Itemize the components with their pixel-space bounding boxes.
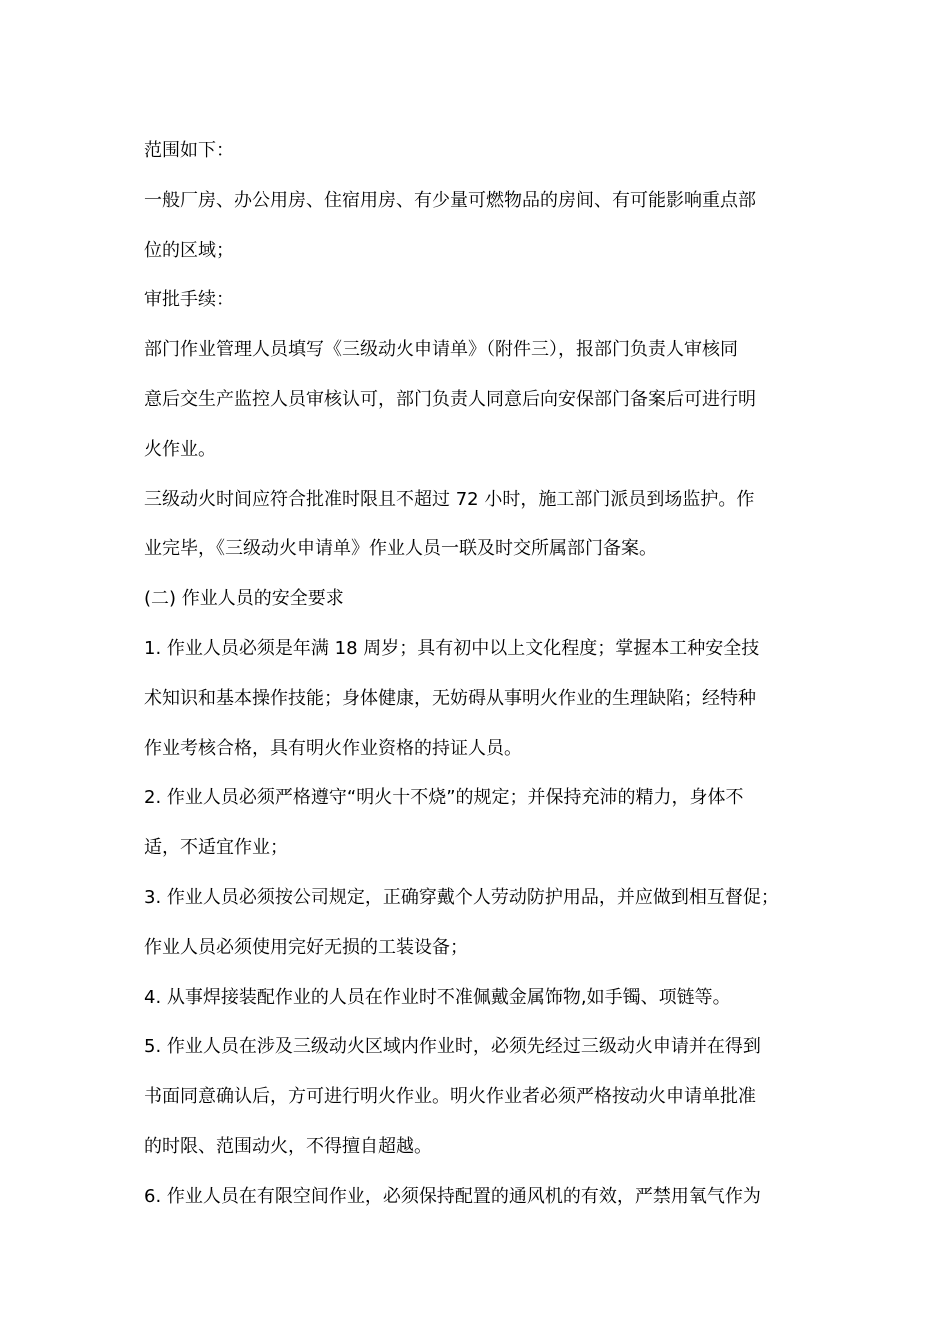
text-line: 6. 作业人员在有限空间作业，必须保持配置的通风机的有效，严禁用氧气作为 <box>144 1185 761 1207</box>
text-line: 审批手续： <box>144 289 234 311</box>
text-line: 的时限、范围动火，不得擅自超越。 <box>144 1135 432 1157</box>
text-line: 三级动火时间应符合批准时限且不超过 72 小时，施工部门派员到场监护。作 <box>144 488 755 510</box>
document-body <box>144 132 824 1228</box>
text-line: 作业考核合格，具有明火作业资格的持证人员。 <box>144 737 522 759</box>
text-line: 作业人员必须使用完好无损的工装设备； <box>144 936 468 958</box>
text-line: 意后交生产监控人员审核认可，部门负责人同意后向安保部门备案后可进行明 <box>144 388 756 410</box>
text-line: 部门作业管理人员填写《三级动火申请单》（附件三），报部门负责人审核同 <box>144 339 738 361</box>
section-heading: (二) 作业人员的安全要求 <box>144 588 344 610</box>
text-line: 术知识和基本操作技能；身体健康，无妨碍从事明火作业的生理缺陷；经特种 <box>144 687 756 709</box>
text-line: 业完毕，《三级动火申请单》作业人员一联及时交所属部门备案。 <box>144 538 657 560</box>
text-line: 4. 从事焊接装配作业的人员在作业时不准佩戴金属饰物,如手镯、项链等。 <box>144 986 731 1008</box>
text-line: 范围如下： <box>144 140 234 161</box>
text-line: 位的区域； <box>144 239 234 261</box>
text-line: 5. 作业人员在涉及三级动火区域内作业时，必须先经过三级动火申请并在得到 <box>144 1036 761 1058</box>
text-line: 书面同意确认后，方可进行明火作业。明火作业者必须严格按动火申请单批准 <box>144 1086 756 1108</box>
text-line: 火作业。 <box>144 438 216 460</box>
text-line: 适，不适宜作业； <box>144 837 288 859</box>
text-line: 1. 作业人员必须是年满 18 周岁；具有初中以上文化程度；掌握本工种安全技 <box>144 637 760 659</box>
text-line: 3. 作业人员必须按公司规定，正确穿戴个人劳动防护用品，并应做到相互督促； <box>144 886 779 908</box>
text-line: 2. 作业人员必须严格遵守“明火十不烧”的规定；并保持充沛的精力，身体不 <box>144 787 744 809</box>
text-line: 一般厂房、办公用房、住宿用房、有少量可燃物品的房间、有可能影响重点部 <box>144 189 756 211</box>
